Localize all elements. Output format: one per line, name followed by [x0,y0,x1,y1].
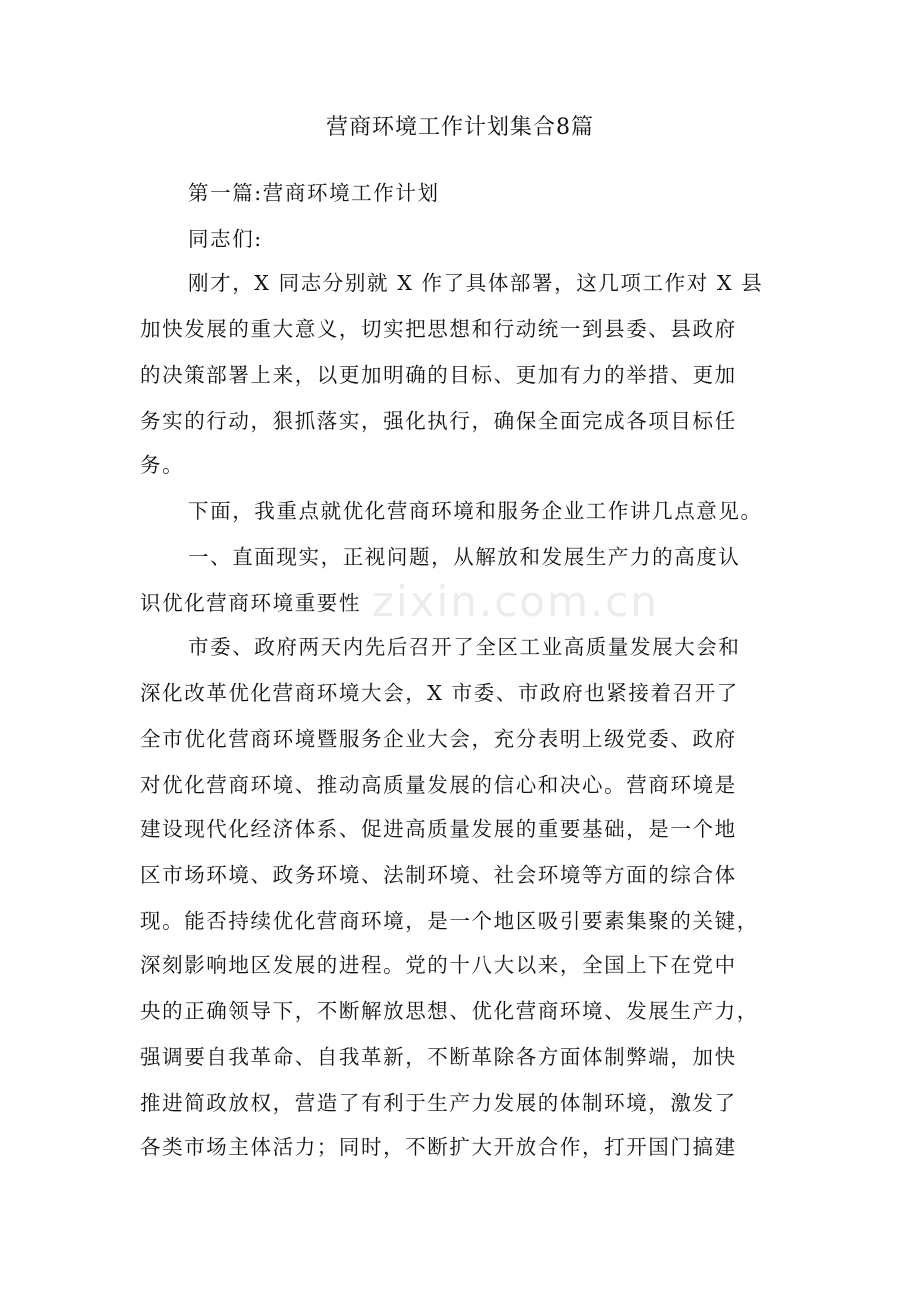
paragraph-line: 区市场环境、政务环境、法制环境、社会环境等方面的综合体 [140,863,737,887]
subheading-line: 识优化营商环境重要性 [140,591,361,615]
paragraph-line: 的决策部署上来，以更加明确的目标、更加有力的举措、更加 [140,363,737,387]
paragraph-line: 刚才，X 同志分别就 X 作了具体部署，这几项工作对 X 县 [188,271,764,295]
paragraph-line: 全市优化营商环境暨服务企业大会，充分表明上级党委、政府 [140,727,737,751]
salutation: 同志们: [188,227,263,251]
paragraph-line: 现。能否持续优化营商环境，是一个地区吸引要素集聚的关键， [140,909,759,933]
paragraph-line: 央的正确领导下，不断解放思想、优化营商环境、发展生产力， [140,999,759,1023]
document-title: 营商环境工作计划集合8篇 [326,115,594,140]
paragraph-line: 务实的行动，狠抓落实，强化执行，确保全面完成各项目标任 [140,409,737,433]
subheading-line: 一、直面现实，正视问题，从解放和发展生产力的高度认 [188,545,741,569]
paragraph-line: 对优化营商环境、推动高质量发展的信心和决心。营商环境是 [140,773,737,797]
paragraph-line: 加快发展的重大意义，切实把思想和行动统一到县委、县政府 [140,317,737,341]
paragraph-line: 推进简政放权，营造了有利于生产力发展的体制环境，激发了 [140,1091,737,1115]
paragraph-line: 市委、政府两天内先后召开了全区工业高质量发展大会和 [188,635,741,659]
paragraph-line: 下面，我重点就优化营商环境和服务企业工作讲几点意见。 [188,499,763,523]
paragraph-line: 强调要自我革命、自我革新，不断革除各方面体制弊端，加快 [140,1045,737,1069]
paragraph-line: 深刻影响地区发展的进程。党的十八大以来，全国上下在党中 [140,953,737,977]
paragraph-line: 深化改革优化营商环境大会，X 市委、市政府也紧接着召开了 [140,681,739,705]
paragraph-line: 各类市场主体活力；同时，不断扩大开放合作，打开国门搞建 [140,1135,737,1159]
section-heading: 第一篇:营商环境工作计划 [188,181,440,205]
paragraph-line: 务。 [140,453,185,477]
paragraph-line: 建设现代化经济体系、促进高质量发展的重要基础，是一个地 [140,817,737,841]
watermark: zixin.com.cn [372,577,659,626]
